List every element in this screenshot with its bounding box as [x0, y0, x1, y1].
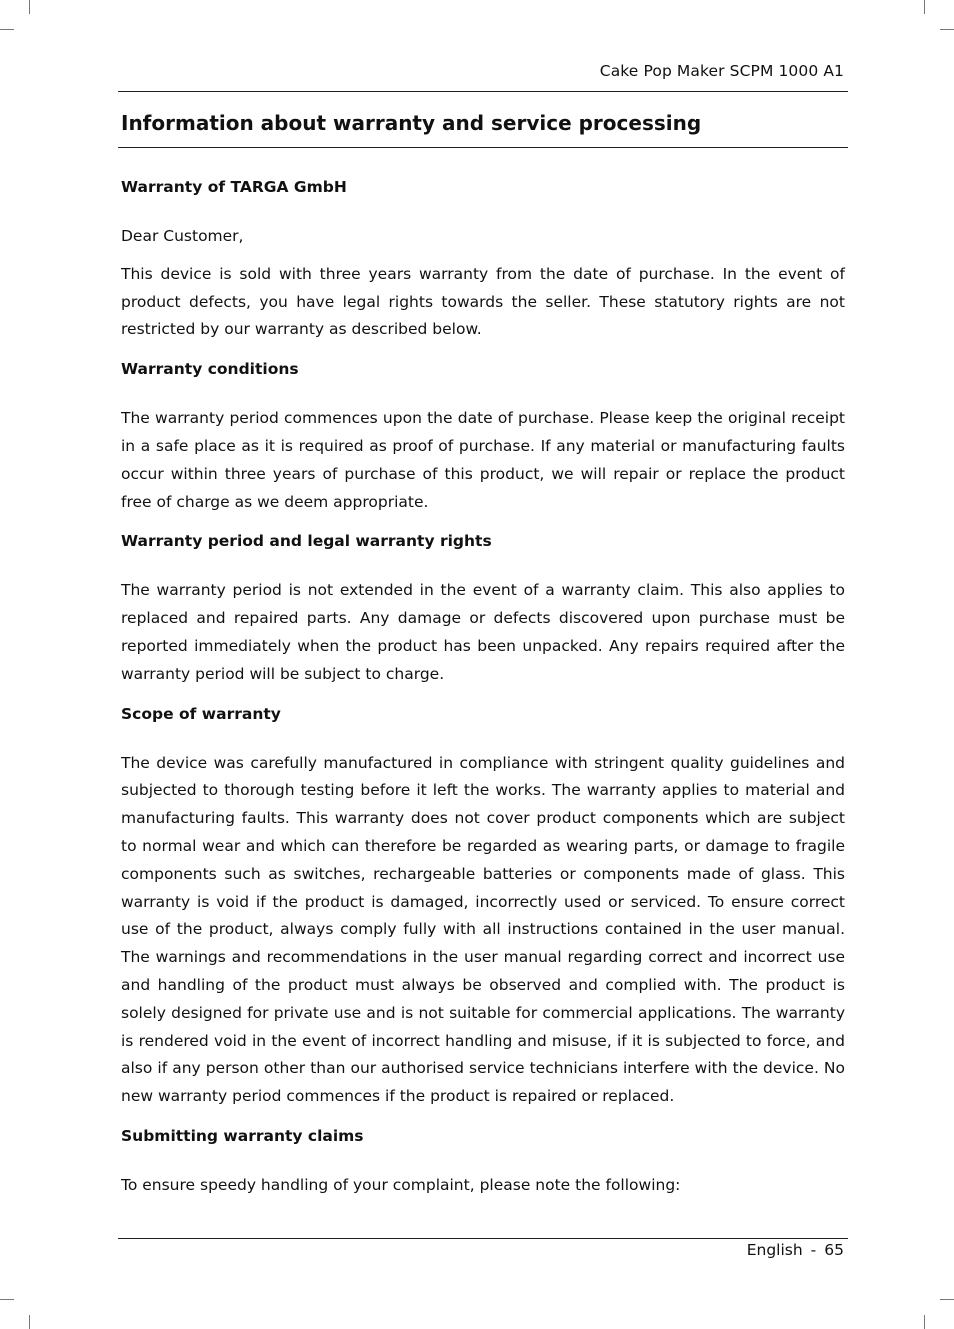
crop-mark-left-top — [0, 29, 14, 30]
section-heading: Scope of warranty — [121, 704, 281, 723]
crop-mark-bottom-right — [924, 1315, 925, 1329]
section-heading: Submitting warranty claims — [121, 1126, 364, 1145]
section-paragraph: The device was carefully manufactured in compliance with stringent quality guidelines and subjected to thorough testing before it left the works. The warranty applies to material and manufacturing faults. This warranty does not cover product components which are subject to normal wear and which can therefore be regarded as wearing parts, or damage to fragile components such as switches, rechargeable batteries or components made of glass. This warranty is void if the product is damaged, incorrectly used or serviced. To ensure correct use of the product, always comply fully with all instructions contained in the user manual. The warnings and recommendations in the user manual regarding correct and incorrect use and handling of the product must always be observed and complied with. The product is solely designed for private use and is not suitable for commercial applications. The warranty is rendered void in the event of incorrect handling and misuse, if it is subjected to force, and also if any person other than our authorised service technicians interfere with the device. No new warranty period commences if the product is repaired or replaced. — [121, 753, 845, 1106]
section-paragraph: The warranty period is not extended in the event of a warranty claim. This also applies to replaced and repaired parts. Any damage or defects discovered upon purchase must be reported immediately when the product has been unpacked. Any repairs required after the warranty period will be subject to charge. — [121, 581, 845, 683]
section-submitting-claims — [121, 1124, 845, 1200]
crop-mark-left-bottom — [0, 1299, 14, 1300]
section-heading: Warranty of TARGA GmbH — [121, 178, 347, 196]
footer-rule — [118, 1238, 848, 1239]
section-warranty-period — [121, 529, 845, 688]
section-paragraph: This device is sold with three years warranty from the date of purchase. In the event of product defects, you have legal rights towards the seller. These statutory rights are not restricted by our warranty as described below. — [121, 264, 845, 339]
section-warranty-conditions — [121, 357, 845, 516]
section-heading: Warranty conditions — [121, 360, 299, 379]
footer-language: English — [746, 1241, 803, 1259]
running-header: Cake Pop Maker SCPM 1000 A1 — [599, 62, 844, 80]
header-rule — [118, 91, 848, 92]
document-body — [121, 175, 845, 1213]
footer-separator: - — [810, 1241, 817, 1259]
crop-mark-bottom-left — [29, 1315, 30, 1329]
section-paragraph: To ensure speedy handling of your complaint, please note the following: — [121, 1175, 681, 1194]
section-scope-of-warranty — [121, 702, 845, 1111]
crop-mark-top-left — [29, 0, 30, 14]
crop-mark-top-right — [924, 0, 925, 14]
page-number: 65 — [824, 1241, 844, 1259]
section-warranty-of-targa — [121, 175, 845, 344]
section-heading: Warranty period and legal warranty rights — [121, 532, 492, 551]
title-rule — [118, 147, 848, 148]
page-title: Information about warranty and service processing — [121, 111, 702, 135]
salutation: Dear Customer, — [121, 227, 244, 245]
crop-mark-right-bottom — [940, 1299, 954, 1300]
page-footer — [747, 1241, 844, 1259]
crop-mark-right-top — [940, 29, 954, 30]
section-paragraph: The warranty period commences upon the date of purchase. Please keep the original receipt in a safe place as it is required as proof of purchase. If any material or manufacturing faults occur within three years of purchase of this product, we will repair or replace the product free of charge as we deem appropriate. — [121, 409, 845, 511]
